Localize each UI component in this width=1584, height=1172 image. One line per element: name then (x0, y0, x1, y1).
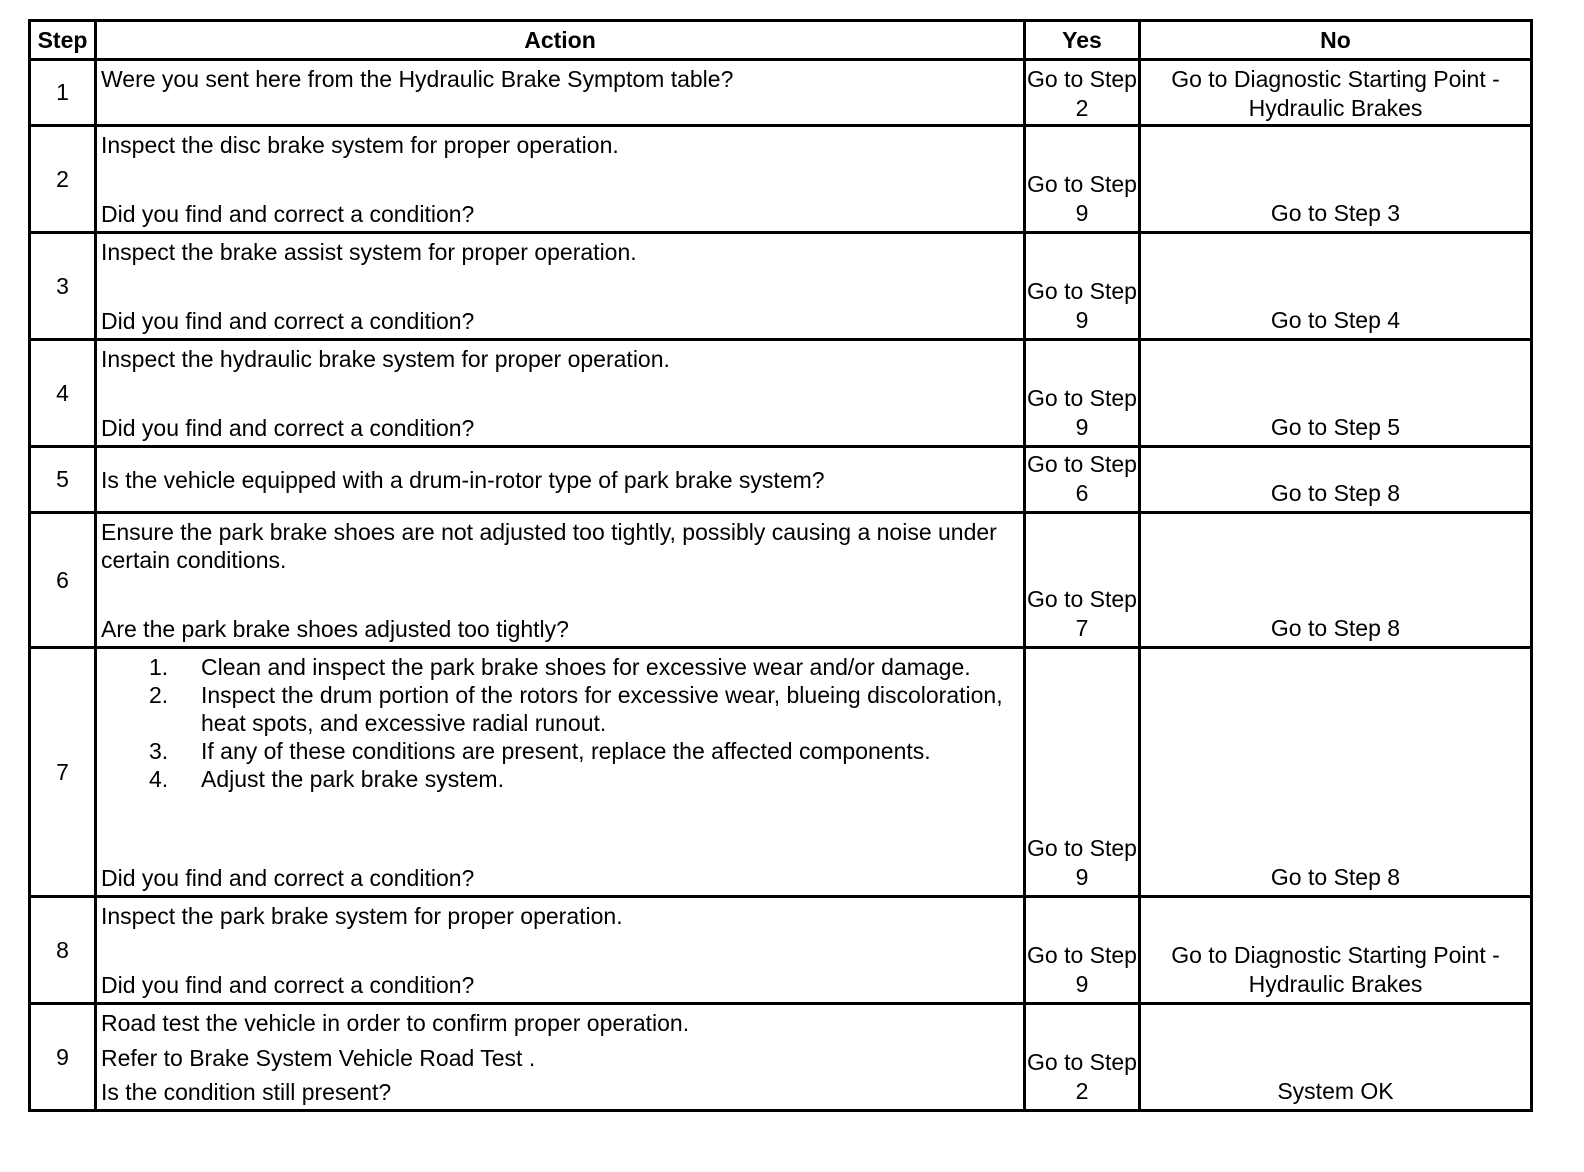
action-cell (96, 447, 1025, 513)
action-cell (96, 233, 1025, 340)
yes-cell: Go to Step 9 (1025, 126, 1140, 233)
yes-cell: Go to Step 9 (1025, 340, 1140, 447)
list-item: 4. Adjust the park brake system. (149, 766, 504, 792)
header-no: No (1140, 21, 1532, 60)
step-number: 2 (30, 126, 96, 233)
table-row (30, 513, 1532, 648)
table-row (30, 648, 1532, 897)
action-cell (96, 648, 1025, 897)
action-cell (96, 513, 1025, 648)
list-item: 1. Clean and inspect the park brake shoes for excessive wear and/or damage. (149, 654, 971, 680)
table-row (30, 447, 1532, 513)
action-question: Did you find and correct a condition? (101, 415, 475, 441)
no-cell: Go to Step 8 (1140, 447, 1532, 513)
table-row (30, 897, 1532, 1004)
action-text: Inspect the hydraulic brake system for proper operation. (101, 346, 670, 372)
action-question: Did you find and correct a condition? (101, 865, 475, 891)
yes-cell: Go to Step 7 (1025, 513, 1140, 648)
no-cell: Go to Step 4 (1140, 233, 1532, 340)
table-row (30, 60, 1532, 126)
diagnostic-table (28, 19, 1533, 1112)
action-cell (96, 340, 1025, 447)
step-number: 9 (30, 1004, 96, 1111)
action-text: Ensure the park brake shoes are not adjusted too tightly, possibly causing a noise under certain conditions. (101, 519, 997, 573)
yes-cell: Go to Step 2 (1025, 60, 1140, 126)
step-number: 8 (30, 897, 96, 1004)
yes-cell: Go to Step 9 (1025, 233, 1140, 340)
table-row (30, 1004, 1532, 1111)
action-cell (96, 126, 1025, 233)
action-cell (96, 897, 1025, 1004)
yes-cell: Go to Step 9 (1025, 648, 1140, 897)
no-cell: Go to Step 8 (1140, 648, 1532, 897)
action-cell (96, 60, 1025, 126)
no-cell: Go to Step 8 (1140, 513, 1532, 648)
no-cell: Go to Step 3 (1140, 126, 1532, 233)
table-row (30, 126, 1532, 233)
action-cell (96, 1004, 1025, 1111)
step-number: 5 (30, 447, 96, 513)
step-number: 1 (30, 60, 96, 126)
action-question: Did you find and correct a condition? (101, 972, 475, 998)
step-number: 4 (30, 340, 96, 447)
action-text: Inspect the disc brake system for proper operation. (101, 132, 619, 158)
yes-cell: Go to Step 2 (1025, 1004, 1140, 1111)
action-reference: Refer to Brake System Vehicle Road Test . (101, 1044, 536, 1071)
no-cell: System OK (1140, 1004, 1532, 1111)
action-question: Are the park brake shoes adjusted too tightly? (101, 616, 569, 642)
action-question: Did you find and correct a condition? (101, 201, 475, 227)
step-number: 7 (30, 648, 96, 897)
yes-cell: Go to Step 6 (1025, 447, 1140, 513)
step-number: 3 (30, 233, 96, 340)
no-cell: Go to Diagnostic Starting Point - Hydraulic Brakes (1140, 897, 1532, 1004)
action-text: Inspect the brake assist system for proper operation. (101, 239, 637, 265)
no-cell: Go to Step 5 (1140, 340, 1532, 447)
action-text: Is the vehicle equipped with a drum-in-rotor type of park brake system? (101, 467, 825, 493)
header-yes: Yes (1025, 21, 1140, 60)
header-step: Step (30, 21, 96, 60)
header-action: Action (96, 21, 1025, 60)
action-text: Inspect the park brake system for proper operation. (101, 903, 623, 929)
action-text: Road test the vehicle in order to confirm proper operation. (101, 1010, 690, 1036)
step-number: 6 (30, 513, 96, 648)
list-item: 3. If any of these conditions are present, replace the affected components. (149, 738, 931, 764)
procedure-list (101, 653, 1015, 793)
action-question: Did you find and correct a condition? (101, 308, 475, 334)
header-row (30, 21, 1532, 60)
action-question: Is the condition still present? (101, 1079, 392, 1105)
table-row (30, 233, 1532, 340)
action-text: Were you sent here from the Hydraulic Brake Symptom table? (101, 66, 734, 92)
list-item: 2. Inspect the drum portion of the rotors for excessive wear, blueing discoloration, heat spots, and excessive radial runout. (149, 682, 1003, 736)
yes-cell: Go to Step 9 (1025, 897, 1140, 1004)
no-cell: Go to Diagnostic Starting Point - Hydraulic Brakes (1140, 60, 1532, 126)
table-row (30, 340, 1532, 447)
